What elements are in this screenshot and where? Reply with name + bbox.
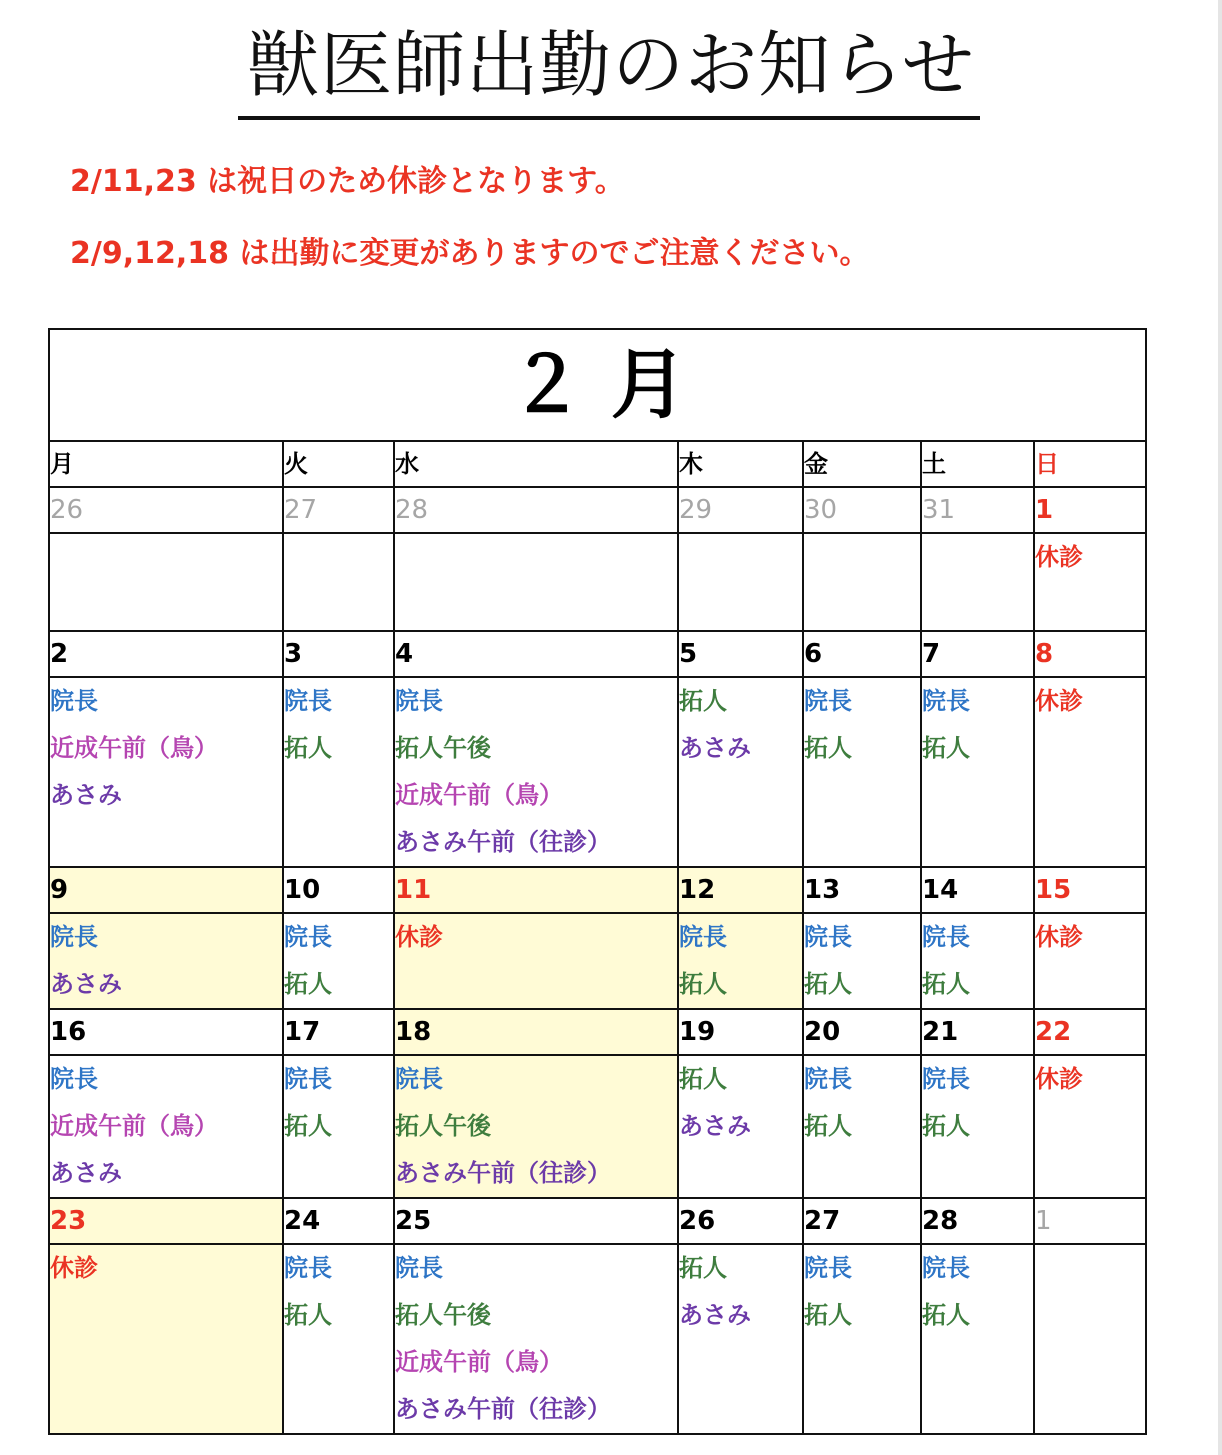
date-cell: 26 <box>678 1198 803 1244</box>
date-cell: 9 <box>49 867 283 913</box>
schedule-cell <box>678 677 803 867</box>
staff-entry: 院長 <box>50 687 98 715</box>
month-title: ２ 月 <box>508 340 687 429</box>
schedule-cell <box>283 913 394 1009</box>
staff-entry: 院長 <box>922 1254 970 1282</box>
staff-entry: 近成午前（鳥） <box>395 781 563 809</box>
staff-entry: あさみ <box>50 970 122 998</box>
schedule-cell <box>49 533 283 631</box>
date-cell: 16 <box>49 1009 283 1055</box>
date-cell: 1 <box>1034 1198 1146 1244</box>
staff-entry: 拓人 <box>284 1301 332 1329</box>
weekday-wed: 水 <box>394 441 678 487</box>
staff-entry: 近成午前（鳥） <box>395 1348 563 1376</box>
date-cell: 7 <box>921 631 1034 677</box>
schedule-row <box>49 1244 1146 1434</box>
schedule-cell <box>803 1244 921 1434</box>
date-cell: 31 <box>921 487 1034 533</box>
staff-entry: 拓人 <box>284 1112 332 1140</box>
schedule-cell <box>394 1244 678 1434</box>
staff-entry: 拓人 <box>284 970 332 998</box>
schedule-cell <box>394 1055 678 1198</box>
schedule-cell <box>283 677 394 867</box>
date-cell: 19 <box>678 1009 803 1055</box>
schedule-cell <box>394 913 678 1009</box>
staff-entry: 拓人 <box>804 1112 852 1140</box>
date-cell: 25 <box>394 1198 678 1244</box>
date-cell: 28 <box>921 1198 1034 1244</box>
staff-entry: 院長 <box>284 1254 332 1282</box>
schedule-cell <box>1034 1055 1146 1198</box>
weekday-tue: 火 <box>283 441 394 487</box>
staff-entry: 拓人 <box>679 687 727 715</box>
date-cell: 30 <box>803 487 921 533</box>
schedule-cell <box>921 533 1034 631</box>
date-row <box>49 487 1146 533</box>
staff-entry: 拓人 <box>804 970 852 998</box>
staff-entry: 院長 <box>395 687 443 715</box>
date-cell: 17 <box>283 1009 394 1055</box>
weekday-mon: 月 <box>49 441 283 487</box>
date-cell: 11 <box>394 867 678 913</box>
closed-label: 休診 <box>1035 923 1083 951</box>
date-cell: 27 <box>283 487 394 533</box>
closed-label: 休診 <box>1035 1065 1083 1093</box>
staff-entry: 拓人 <box>804 1301 852 1329</box>
date-cell: 4 <box>394 631 678 677</box>
schedule-cell <box>803 1055 921 1198</box>
holiday-notice: 2/11,23 は祝日のため休診となります。 <box>70 164 625 199</box>
schedule-cell <box>1034 1244 1146 1434</box>
schedule-row <box>49 533 1146 631</box>
staff-entry: 拓人 <box>804 734 852 762</box>
closed-label: 休診 <box>395 923 443 951</box>
weekday-sun: 日 <box>1034 441 1146 487</box>
schedule-cell <box>49 677 283 867</box>
weekday-sat: 土 <box>921 441 1034 487</box>
weekday-thu: 木 <box>678 441 803 487</box>
staff-entry: あさみ <box>679 1112 751 1140</box>
weekday-fri: 金 <box>803 441 921 487</box>
page-title: 獣医師出勤のお知らせ <box>247 23 975 107</box>
title-underline <box>238 116 980 120</box>
schedule-row <box>49 677 1146 867</box>
staff-entry: 拓人 <box>922 734 970 762</box>
date-cell: 14 <box>921 867 1034 913</box>
staff-entry: あさみ <box>50 781 122 809</box>
date-cell: 29 <box>678 487 803 533</box>
staff-entry: 院長 <box>50 1065 98 1093</box>
page-right-edge <box>1218 0 1222 1455</box>
staff-entry: 拓人 <box>284 734 332 762</box>
schedule-cell <box>803 913 921 1009</box>
staff-entry: 院長 <box>679 923 727 951</box>
closed-label: 休診 <box>50 1254 98 1282</box>
date-cell: 6 <box>803 631 921 677</box>
staff-entry: 近成午前（鳥） <box>50 734 218 762</box>
weekday-header-row <box>49 441 1146 487</box>
staff-entry: 院長 <box>50 923 98 951</box>
staff-entry: 院長 <box>804 1065 852 1093</box>
date-row <box>49 867 1146 913</box>
schedule-cell <box>1034 533 1146 631</box>
schedule-row <box>49 913 1146 1009</box>
staff-entry: 院長 <box>922 1065 970 1093</box>
staff-entry: 拓人 <box>679 1254 727 1282</box>
date-cell: 12 <box>678 867 803 913</box>
date-cell: 27 <box>803 1198 921 1244</box>
schedule-cell <box>1034 913 1146 1009</box>
staff-entry: 拓人 <box>922 1112 970 1140</box>
closed-label: 休診 <box>1035 687 1083 715</box>
schedule-cell <box>49 1244 283 1434</box>
date-row <box>49 1009 1146 1055</box>
staff-entry: 拓人午後 <box>395 734 491 762</box>
schedule-cell <box>1034 677 1146 867</box>
schedule-cell <box>49 913 283 1009</box>
date-row <box>49 631 1146 677</box>
staff-entry: あさみ <box>50 1159 122 1187</box>
staff-entry: あさみ午前（往診） <box>395 828 611 856</box>
staff-entry: 拓人 <box>922 970 970 998</box>
closed-label: 休診 <box>1035 543 1083 571</box>
date-cell: 2 <box>49 631 283 677</box>
schedule-cell <box>678 1055 803 1198</box>
date-cell: 10 <box>283 867 394 913</box>
date-cell: 13 <box>803 867 921 913</box>
schedule-cell <box>921 913 1034 1009</box>
staff-entry: 院長 <box>922 923 970 951</box>
staff-entry: 拓人午後 <box>395 1112 491 1140</box>
schedule-cell <box>49 1055 283 1198</box>
staff-entry: あさみ午前（往診） <box>395 1159 611 1187</box>
staff-entry: あさみ <box>679 734 751 762</box>
date-cell: 24 <box>283 1198 394 1244</box>
calendar-table <box>48 328 1147 1435</box>
schedule-cell <box>803 677 921 867</box>
schedule-cell <box>678 533 803 631</box>
schedule-cell <box>283 1244 394 1434</box>
staff-entry: あさみ午前（往診） <box>395 1395 611 1423</box>
schedule-cell <box>283 1055 394 1198</box>
date-cell: 15 <box>1034 867 1146 913</box>
schedule-cell <box>678 913 803 1009</box>
date-cell: 1 <box>1034 487 1146 533</box>
staff-entry: 近成午前（鳥） <box>50 1112 218 1140</box>
staff-entry: 院長 <box>284 1065 332 1093</box>
date-cell: 23 <box>49 1198 283 1244</box>
schedule-cell <box>678 1244 803 1434</box>
schedule-cell <box>283 533 394 631</box>
staff-entry: 拓人午後 <box>395 1301 491 1329</box>
staff-entry: 拓人 <box>679 970 727 998</box>
staff-entry: 院長 <box>804 923 852 951</box>
staff-entry: 拓人 <box>922 1301 970 1329</box>
staff-entry: 院長 <box>922 687 970 715</box>
date-cell: 5 <box>678 631 803 677</box>
staff-entry: 院長 <box>284 687 332 715</box>
staff-entry: 院長 <box>804 687 852 715</box>
date-cell: 18 <box>394 1009 678 1055</box>
schedule-row <box>49 1055 1146 1198</box>
schedule-cell <box>803 533 921 631</box>
staff-entry: 院長 <box>395 1254 443 1282</box>
schedule-cell <box>394 677 678 867</box>
date-cell: 20 <box>803 1009 921 1055</box>
staff-entry: 院長 <box>804 1254 852 1282</box>
staff-entry: 拓人 <box>679 1065 727 1093</box>
staff-entry: 院長 <box>284 923 332 951</box>
month-header-cell <box>49 329 1146 441</box>
schedule-cell <box>921 677 1034 867</box>
date-cell: 22 <box>1034 1009 1146 1055</box>
date-cell: 8 <box>1034 631 1146 677</box>
date-cell: 28 <box>394 487 678 533</box>
date-cell: 21 <box>921 1009 1034 1055</box>
date-row <box>49 1198 1146 1244</box>
schedule-cell <box>394 533 678 631</box>
date-cell: 3 <box>283 631 394 677</box>
staff-entry: 院長 <box>395 1065 443 1093</box>
staff-entry: あさみ <box>679 1301 751 1329</box>
date-cell: 26 <box>49 487 283 533</box>
schedule-cell <box>921 1244 1034 1434</box>
schedule-change-notice: 2/9,12,18 は出勤に変更がありますのでご注意ください。 <box>70 236 870 271</box>
schedule-cell <box>921 1055 1034 1198</box>
